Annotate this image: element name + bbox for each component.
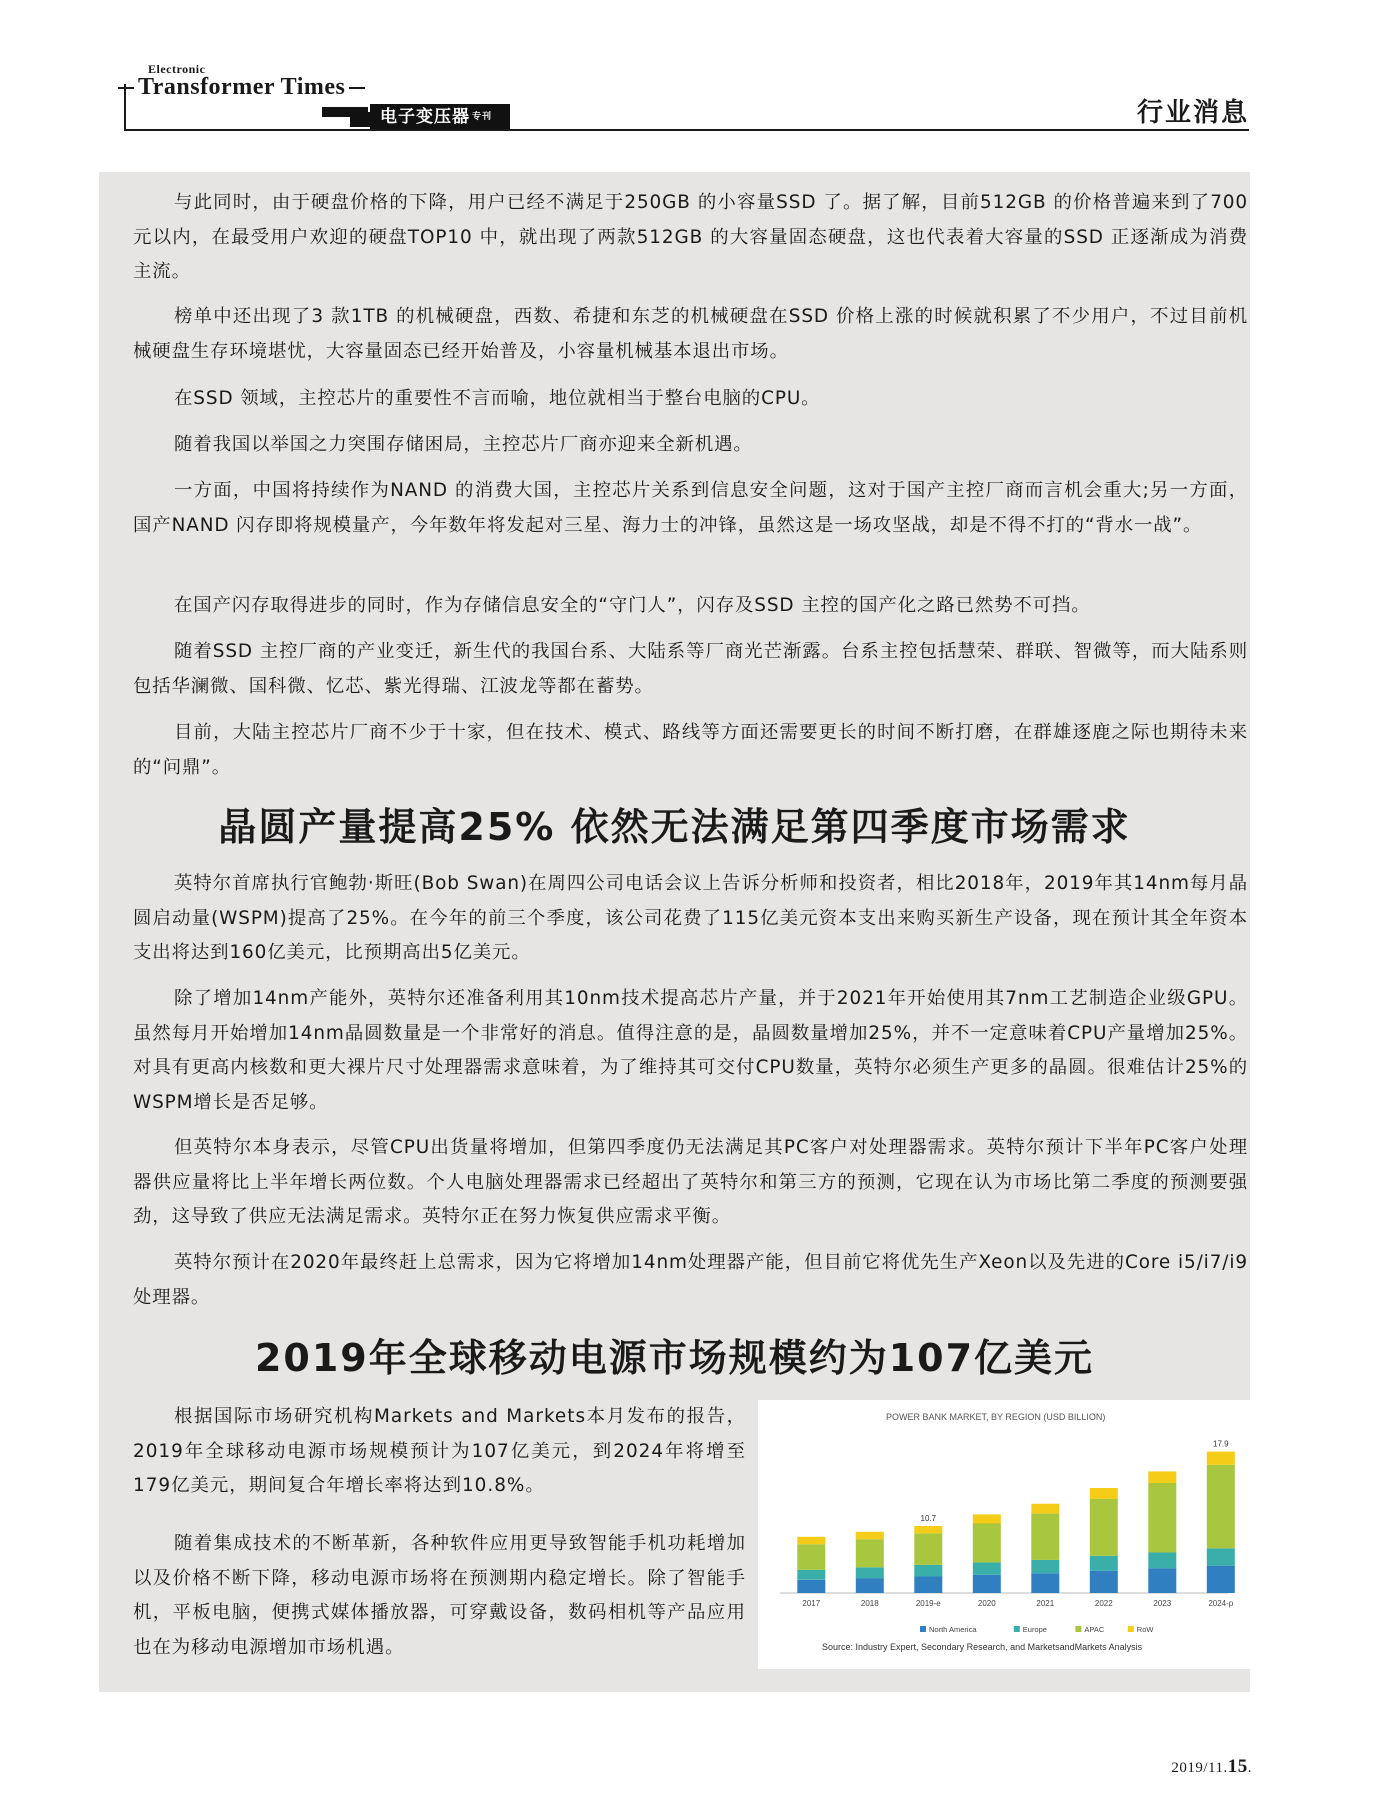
chart-x-tick-label: 2022 xyxy=(1094,1599,1113,1608)
brand-chinese-tag: 专刊 xyxy=(472,112,493,122)
article3-heading: 2019年全球移动电源市场规模约为107亿美元 xyxy=(254,1336,1095,1380)
brand-dash-left xyxy=(118,87,134,89)
chart-x-labels xyxy=(802,1599,1233,1608)
chart-bar-segment xyxy=(1207,1465,1235,1549)
chart-bar-segment xyxy=(1090,1488,1118,1499)
article1-paragraph: 在SSD 领域，主控芯片的重要性不言而喻，地位就相当于整台电脑的CPU。 xyxy=(174,388,821,409)
chart-bar-segment xyxy=(856,1532,884,1539)
chart-bar-segment xyxy=(1207,1566,1235,1593)
article2-heading: 晶圆产量提高25% 依然无法满足第四季度市场需求 xyxy=(218,805,1131,849)
article3-paragraph: 随着集成技术的不断革新，各种软件应用更导致智能手机功耗增加以及价格不断下降，移动电源市场将在预测期内稳定增长。除了智能手机，平板电脑，便携式媒体播放器，可穿戴设备，数码相机等产品应用也在为移动电源增加市场机遇。 xyxy=(133,1533,746,1658)
chart-bar-segment xyxy=(1148,1483,1176,1553)
brand-chinese-title: 电子变压器 xyxy=(380,107,470,127)
article2-paragraph: 但英特尔本身表示，尽管CPU出货量将增加，但第四季度仍无法满足其PC客户对处理器需求。英特尔预计下半年PC客户处理器供应量将比上半年增长两位数。个人电脑处理器需求已经超出了英特尔和第三方的预测，它现在认为市场比第二季度的预测要强劲，这导致了供应无法满足需求。英特尔正在努力恢复供应需求平衡。 xyxy=(133,1137,1248,1227)
page-number: 15 xyxy=(1227,1756,1248,1777)
article2-paragraph: 除了增加14nm产能外，英特尔还准备利用其10nm技术提高芯片产量，并于2021年开始使用其7nm工艺制造企业级GPU。虽然每月开始增加14nm晶圆数量是一个非常好的消息。值得注意的是，晶圆数量增加25%，并不一定意味着CPU产量增加25%。对具有更高内核数和更大裸片尺寸处理器需求意味着，为了维持其可交付CPU数量，英特尔必须生产更多的晶圆。很难估计25%的WSPM增长是否足够。 xyxy=(133,988,1248,1113)
article2-paragraph: 英特尔预计在2020年最终赶上总需求，因为它将增加14nm处理器产能，但目前它将优先生产Xeon以及先进的Core i5/i7/i9处理器。 xyxy=(133,1252,1248,1308)
chart-bar-segment xyxy=(797,1570,825,1580)
article1-paragraph: 随着SSD 主控厂商的产业变迁，新生代的我国台系、大陆系等厂商光芒渐露。台系主控包括慧荣、群联、智微等，而大陆系则包括华澜微、国科微、忆芯、紫光得瑞、江波龙等都在蓄势。 xyxy=(133,641,1248,697)
page-footer xyxy=(1171,1756,1252,1778)
chart-legend-label: APAC xyxy=(1084,1625,1105,1634)
header-divider xyxy=(124,129,1249,131)
chart-bar-segment xyxy=(973,1514,1001,1523)
chart-data-labels xyxy=(921,1440,1230,1523)
chart-bar-segment xyxy=(797,1580,825,1593)
chart-bar-segment xyxy=(973,1562,1001,1574)
chart-legend-swatch xyxy=(1014,1626,1020,1632)
brand-decor-block-2 xyxy=(350,112,370,127)
article1-paragraph: 在国产闪存取得进步的同时，作为存储信息安全的“守门人”，闪存及SSD 主控的国产化之路已然势不可挡。 xyxy=(174,595,1091,616)
chart-x-tick-label: 2021 xyxy=(1036,1599,1055,1608)
chart-x-tick-label: 2023 xyxy=(1153,1599,1172,1608)
article2-paragraph: 英特尔首席执行官鲍勃·斯旺(Bob Swan)在周四公司电话会议上告诉分析师和投资者，相比2018年，2019年其14nm每月晶圆启动量(WSPM)提高了25%。在今年的前三个季度，该公司花费了115亿美元资本支出来购买新生产设备，现在预计其全年资本支出将达到160亿美元，比预期高出5亿美元。 xyxy=(133,873,1248,963)
chart-bar-segment xyxy=(856,1539,884,1567)
brand-chinese-name xyxy=(370,104,510,130)
chart-bar-segment xyxy=(1148,1568,1176,1593)
article1-paragraph: 一方面，中国将持续作为NAND 的消费大国，主控芯片关系到信息安全问题，这对于国产主控厂商而言机会重大;另一方面，国产NAND 闪存即将规模量产，今年数年将发起对三星、海力士的冲锋，虽然这是一场攻坚战，却是不得不打的“背水一战”。 xyxy=(133,480,1248,536)
chart-bar-segment xyxy=(1090,1571,1118,1593)
brand-small-text: Electronic xyxy=(148,62,206,76)
chart-bar-segment xyxy=(973,1524,1001,1563)
brand-logo xyxy=(118,74,365,101)
article1-paragraph: 榜单中还出现了3 款1TB 的机械硬盘，西数、希捷和东芝的机械硬盘在SSD 价格上涨的时候就积累了不少用户，不过目前机械硬盘生存环境堪忧，大容量固态已经开始普及，小容量机械基本退出市场。 xyxy=(133,306,1248,362)
chart-bar-segment xyxy=(914,1565,942,1577)
chart-legend-swatch xyxy=(1075,1626,1081,1632)
chart-data-label: 17.9 xyxy=(1213,1439,1229,1449)
chart-legend xyxy=(920,1625,1154,1634)
issue-date: 2019/11. xyxy=(1171,1760,1228,1776)
chart-bar-segment xyxy=(856,1567,884,1578)
power-bank-market-chart xyxy=(758,1400,1250,1669)
chart-bar-segment xyxy=(914,1526,942,1533)
chart-bar-segment xyxy=(914,1534,942,1565)
chart-title: POWER BANK MARKET, BY REGION (USD BILLION) xyxy=(886,1412,1106,1422)
chart-bar-segment xyxy=(856,1578,884,1593)
chart-bar-segment xyxy=(797,1537,825,1544)
chart-bar-segment xyxy=(1031,1514,1059,1560)
chart-x-tick-label: 2024-p xyxy=(1208,1599,1234,1608)
brand-rule xyxy=(124,84,126,130)
chart-source: Source: Industry Expert, Secondary Research, and MarketsandMarkets Analysis xyxy=(822,1642,1143,1652)
brand-dash-right xyxy=(349,87,365,89)
chart-bar-segment xyxy=(1090,1499,1118,1556)
chart-legend-swatch xyxy=(1128,1626,1134,1632)
chart-bar-segment xyxy=(1148,1471,1176,1483)
chart-x-tick-label: 2018 xyxy=(860,1599,879,1608)
article1-paragraph: 与此同时，由于硬盘价格的下降，用户已经不满足于250GB 的小容量SSD 了。据了解，目前512GB 的价格普遍来到了700 元以内，在最受用户欢迎的硬盘TOP10 中，就出现了两款512GB 的大容量固态硬盘，这也代表着大容量的SSD 正逐渐成为消费主流。 xyxy=(133,192,1248,282)
chart-bar-segment xyxy=(1031,1504,1059,1514)
chart-legend-label: RoW xyxy=(1136,1625,1154,1634)
chart-bar-segment xyxy=(1090,1556,1118,1571)
article3-paragraph: 根据国际市场研究机构Markets and Markets本月发布的报告，2019年全球移动电源市场规模预计为107亿美元，到2024年将增至179亿美元，期间复合年增长率将达到10.8%。 xyxy=(133,1406,746,1496)
chart-bar-segment xyxy=(797,1544,825,1570)
chart-bars xyxy=(797,1452,1235,1593)
chart-bar-segment xyxy=(1148,1553,1176,1569)
chart-legend-label: Europe xyxy=(1022,1625,1047,1634)
article1-paragraph: 随着我国以举国之力突围存储困局，主控芯片厂商亦迎来全新机遇。 xyxy=(174,434,753,455)
chart-svg xyxy=(758,1400,1250,1669)
chart-bar-segment xyxy=(1031,1573,1059,1593)
chart-legend-swatch xyxy=(920,1626,926,1632)
chart-x-tick-label: 2019-e xyxy=(915,1599,941,1608)
chart-legend-label: North America xyxy=(929,1625,977,1634)
chart-x-tick-label: 2017 xyxy=(802,1599,821,1608)
chart-bar-segment xyxy=(1207,1548,1235,1565)
chart-data-label: 10.7 xyxy=(920,1514,937,1523)
section-label: 行业消息 xyxy=(1136,98,1249,128)
footer-dot: . xyxy=(1247,1760,1252,1776)
chart-bar-segment xyxy=(1031,1560,1059,1573)
chart-bar-segment xyxy=(914,1577,942,1594)
brand-title: Transformer Times xyxy=(138,74,346,100)
chart-bar-segment xyxy=(1207,1452,1235,1465)
article1-paragraph: 目前，大陆主控芯片厂商不少于十家，但在技术、模式、路线等方面还需要更长的时间不断打磨，在群雄逐鹿之际也期待未来的“问鼎”。 xyxy=(133,722,1248,778)
chart-bar-segment xyxy=(973,1575,1001,1593)
chart-x-tick-label: 2020 xyxy=(977,1599,996,1608)
